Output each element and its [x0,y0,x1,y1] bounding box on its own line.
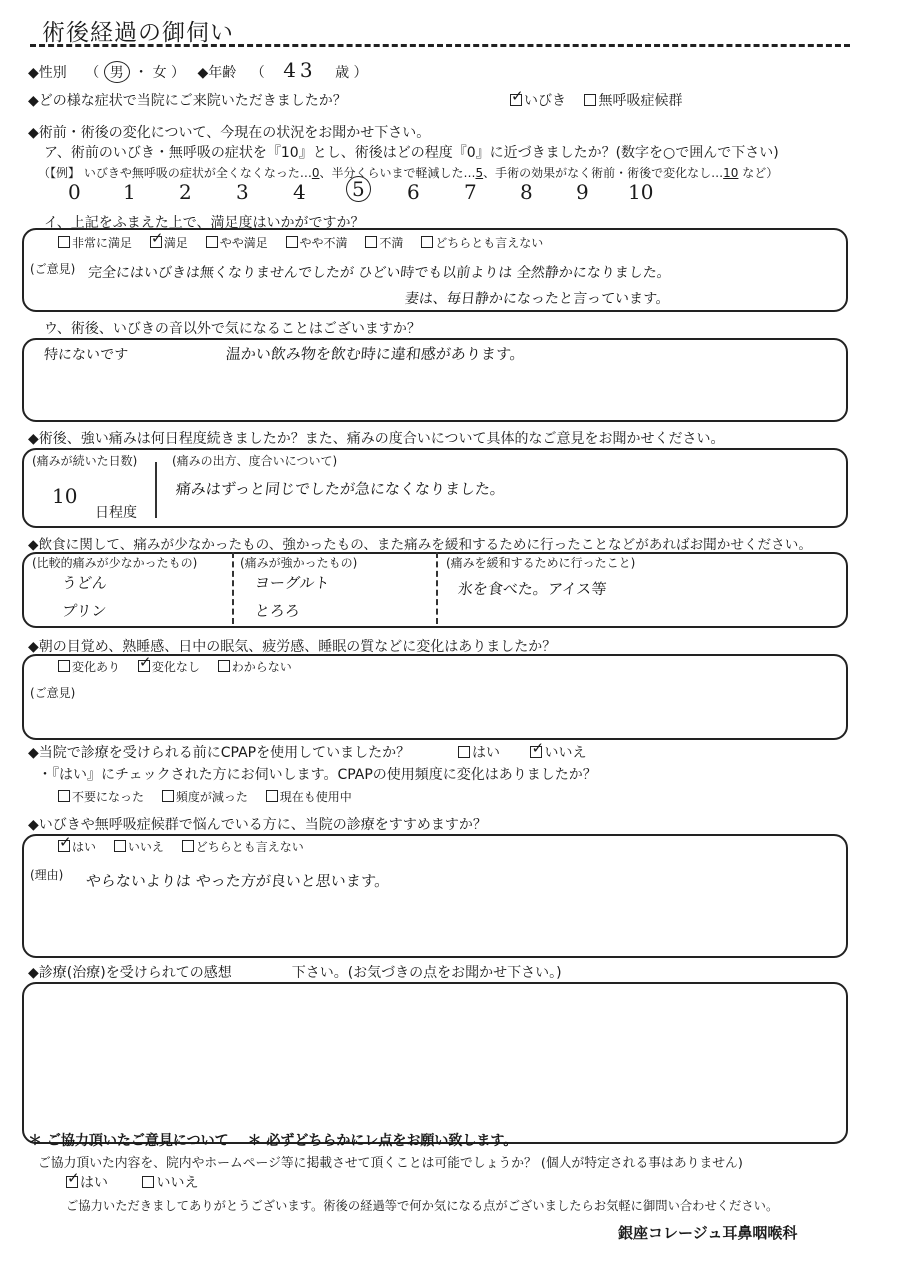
food-divider-1 [232,552,234,624]
q9-question [28,962,562,982]
recommend-yes-label: はい [72,840,97,854]
example-five: 5 [475,166,484,180]
food-more-pain-item-2[interactable]: とろろ [254,602,301,620]
cpap-yes-label: はい [472,745,500,761]
sleep-unchanged-label: 変化なし [151,660,200,674]
food-relief-answer[interactable]: 氷を食べた。アイス等 [457,580,608,598]
pain-degree-answer[interactable]: 痛みはずっと同じでしたが急になくなりました。 [175,480,507,498]
q4-question: ◆術後、強い痛みは何日程度続きましたか？また、痛みの度合いについて具体的なご意見をお聞かせください。 [28,431,725,447]
food-divider-2 [436,552,438,624]
opinion-answer-line2[interactable]: 妻は、毎日静かになったと言っています。 [404,291,671,307]
sex-separator: ・ [134,65,149,81]
scale-1[interactable]: 1 [123,180,136,204]
scale-3[interactable]: 3 [236,180,249,204]
age-label: ◆年齢 [197,65,237,81]
example-ten: 10 [723,166,739,180]
q7-question: ◆当院で診療を受けられる前にCPAPを使用していましたか？ [28,745,411,761]
age-unit: 歳 [335,65,350,81]
cpap-reduced-label: 頻度が減った [175,790,248,804]
page-title: 術後経過の御伺い [42,20,234,46]
age-value[interactable]: 43 [283,58,317,82]
scale-7[interactable]: 7 [464,180,477,204]
recommend-neutral-label: どちらとも言えない [195,840,304,854]
scale-4[interactable]: 4 [293,180,306,204]
opinion-label: (ご意見) [30,262,76,276]
sat-satisfied-label: 満足 [163,236,188,250]
q3-example [38,164,778,181]
pain-days-value[interactable]: 10 [52,484,78,508]
publish-no-label: いいえ [156,1175,199,1191]
sex-male-option[interactable]: 男 [104,61,130,83]
footer-consent-heading [28,1130,517,1150]
concern-answer-1[interactable]: 特にないです [43,347,129,363]
scale-9[interactable]: 9 [576,180,589,204]
food-relief-label: (痛みを緩和するために行ったこと) [446,556,636,570]
pain-box-divider [155,462,157,518]
food-more-pain-item-1[interactable]: ヨーグルト [254,574,331,592]
pain-degree-label: (痛みの出方、度合いについて) [172,454,338,468]
scale-10[interactable]: 10 [628,180,654,204]
clinic-name: 銀座コレージュ耳鼻咽喉科 [618,1224,798,1242]
sleep-opinion-box [22,654,848,740]
q6-question: ◆朝の目覚め、熟睡感、日中の眠気、疲労感、睡眠の質などに変化はありましたか？ [28,639,557,655]
q2-question: ◆どの様な症状で当院にご来院いただきましたか？ [28,93,347,109]
sleep-opinion-label: (ご意見) [30,686,76,700]
footer-thanks: ご協力いただきましてありがとうございます。術後の経過等で何か気になる点がございましたらお気軽に御問い合わせください。 [66,1199,779,1213]
sat-neutral-label: どちらとも言えない [435,236,544,250]
sleep-unknown-label: わからない [231,660,292,674]
sat-somewhat-unsatisfied-label: やや不満 [299,236,348,250]
apnea-checkbox[interactable] [584,94,596,106]
concern-answer-2[interactable]: 温かい飲み物を飲む時に違和感があります。 [225,345,526,363]
recommend-no-label: いいえ [127,840,164,854]
q9-question-a: ◆診療(治療)を受けられての感想 [28,965,232,981]
sat-somewhat-satisfied-label: やや満足 [219,236,268,250]
reason-answer[interactable]: やらないよりは やった方が良いと思います。 [85,872,391,890]
example-end: など） [738,166,779,180]
q3-sub-a: ア、術前のいびき・無呼吸の症状を『10』とし、術後はどの程度『0』に近づきましたか？(数字を○で囲んで下さい) [44,145,779,161]
publish-no-checkbox[interactable] [142,1176,154,1188]
cpap-unneeded-label: 不要になった [72,790,145,804]
q7-sub-question: ・『はい』にチェックされた方にお伺いします。CPAPの使用頻度に変化はありましたか？ [38,767,597,783]
cpap-yes-checkbox[interactable] [458,746,470,758]
q8-question: ◆いびきや無呼吸症候群で悩んでいる方に、当院の診療をすすめますか？ [28,817,487,833]
sleep-changed-label: 変化あり [72,660,121,674]
publish-yes-label: はい [80,1175,108,1191]
apnea-label: 無呼吸症候群 [598,93,683,109]
food-less-pain-item-2[interactable]: プリン [61,602,108,620]
q3-question: ◆術前・術後の変化について、今現在の状況をお聞かせ下さい。 [28,125,431,141]
sex-age-row: ◆性別 （ 男 ・ 女 ） ◆年齢 （ 43 歳 ） [28,58,368,82]
cpap-reduced-checkbox[interactable] [162,790,174,802]
sat-very-satisfied-label: 非常に満足 [72,236,133,250]
scale-6[interactable]: 6 [407,180,420,204]
footer-consent-instruction: ＊ 必ずどちらかにレ点をお願い致します。 [247,1133,518,1149]
cpap-no-checkbox[interactable] [530,746,542,758]
q7-sub-options [58,788,352,805]
sex-female-option[interactable]: 女 [152,65,167,81]
example-mid: 、半分くらいまで軽減した… [319,166,476,180]
scale-8[interactable]: 8 [520,180,533,204]
footer-consent-label: ＊ ご協力頂いたご意見について [28,1133,229,1149]
food-less-pain-item-1[interactable]: うどん [61,574,108,592]
reason-box [22,834,848,958]
q3-sub-u: ウ、術後、いびきの音以外で気になることはございますか？ [44,321,421,337]
title-divider [30,44,850,47]
sex-label: ◆性別 [28,65,67,81]
footer-consent-options [66,1172,198,1192]
cpap-unneeded-checkbox[interactable] [58,790,70,802]
scale-2[interactable]: 2 [179,180,192,204]
scale-0[interactable]: 0 [68,180,81,204]
reason-label: (理由) [30,868,64,882]
pain-days-unit: 日程度 [95,505,137,521]
cpap-no-label: いいえ [544,745,587,761]
example-mid2: 、手術の効果がなく術前・術後で変化なし… [483,166,724,180]
food-less-pain-label: (比較的痛みが少なかったもの) [32,556,198,570]
q3-sub-i: イ、上記をふまえた上で、満足度はいかがですか？ [44,215,365,231]
q5-question: ◆飲食に関して、痛みが少なかったもの、強かったもの、また痛みを緩和するために行ったことなどがあればお聞かせください。 [28,537,812,553]
q7-options [458,742,586,762]
sat-unsatisfied-label: 不満 [379,236,404,250]
food-more-pain-label: (痛みが強かったもの) [240,556,358,570]
snore-label: いびき [524,93,566,109]
opinion-answer-line1[interactable]: 完全にはいびきは無くなりませんでしたが ひどい時でも以前よりは 全然静かになりました。 [87,265,672,281]
snore-checkbox[interactable] [510,94,522,106]
scale-5-selected[interactable]: 5 [346,176,371,202]
impression-box[interactable] [22,982,848,1144]
pain-days-label: (痛みが続いた日数) [32,454,138,468]
q9-question-b: 下さい。(お気づきの点をお聞かせ下さい。) [291,965,562,981]
cpap-still-using-checkbox[interactable] [266,790,278,802]
footer-consent-question: ご協力頂いた内容を、院内やホームページ等に掲載させて頂くことは可能でしょうか？ (個人が特定される事はありません) [38,1156,743,1171]
example-lead: （【例】 いびきや無呼吸の症状が全くなくなった… [38,166,312,180]
cpap-still-using-label: 現在も使用中 [279,790,352,804]
q2-options [510,90,682,110]
publish-yes-checkbox[interactable] [66,1176,78,1188]
example-zero: 0 [311,166,320,180]
